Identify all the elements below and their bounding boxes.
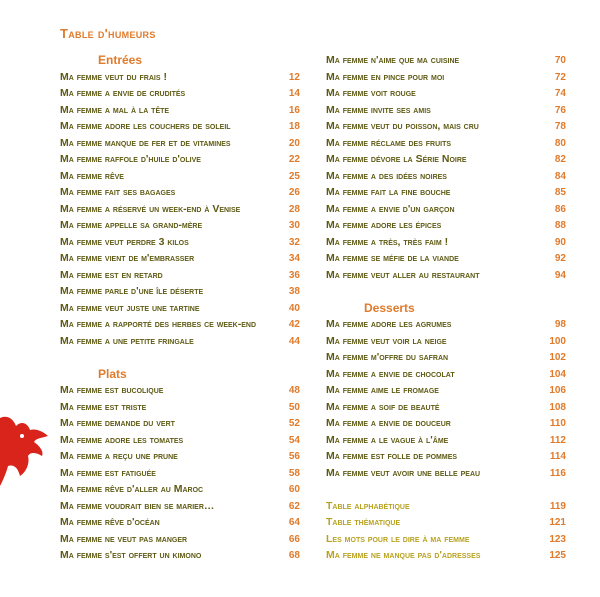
toc-entry-page: 26 [288, 187, 300, 198]
toc-entry-label: Ma femme adore les agrumes [326, 318, 452, 330]
toc-entry-label: Table thématique [326, 516, 401, 528]
toc-entry-page: 58 [288, 467, 300, 479]
toc-entry [60, 201, 300, 218]
toc-entry-label: Ma femme adore les tomates [60, 433, 184, 446]
toc-entry-page: 62 [288, 500, 300, 512]
toc-entry [326, 184, 566, 201]
toc-entry [60, 382, 300, 399]
toc-entry-page: 114 [549, 451, 566, 462]
toc-entry-page: 119 [549, 500, 566, 512]
toc-entry-label: Ma femme manque de fer et de vitamines [60, 136, 231, 149]
toc-entry-label: Ma femme est bucolique [60, 384, 164, 396]
toc-entry [326, 333, 566, 350]
toc-entry [60, 481, 300, 498]
toc-entry [60, 514, 300, 531]
toc-entry [60, 333, 300, 350]
toc-entry-label: Ma femme raffole d'huile d'olive [60, 153, 201, 165]
toc-entry-page: 86 [554, 203, 566, 215]
toc-entry-label: Ma femme veut du poisson, mais cru [326, 120, 479, 132]
toc-entry [326, 399, 566, 416]
toc-entry-label: Ma femme a envie de chocolat [326, 367, 455, 380]
toc-entry-label: Ma femme a envie de crudités [60, 87, 186, 99]
toc-entry-page: 76 [554, 104, 566, 116]
toc-entry-label: Ma femme a envie d'un garçon [326, 202, 455, 215]
toc-entry-label: Ma femme rêve [60, 169, 124, 182]
toc-entry-label: Ma femme parle d'une île déserte [60, 285, 204, 297]
toc-entry-page: 100 [549, 335, 566, 347]
toc-entry-page: 116 [549, 467, 566, 479]
section-heading-entrees: Entrées [98, 53, 143, 67]
toc-entry-label: Ma femme ne veut pas manger [60, 532, 188, 545]
plats-list [60, 382, 300, 564]
toc-entry-label: Ma femme a réservé un week-end à Venise [60, 202, 241, 215]
toc-entry-page: 25 [288, 170, 300, 182]
section-heading-plats: Plats [98, 366, 127, 381]
toc-entry [60, 217, 300, 234]
toc-entry [60, 184, 300, 201]
toc-entry [60, 300, 300, 317]
toc-entry-label: Ma femme fait ses bagages [60, 186, 176, 198]
toc-entry-label: Ma femme vient de m'embrasser [60, 252, 195, 264]
toc-entry-label: Les mots pour le dire à ma femme [326, 532, 470, 545]
toc-entry-label: Ma femme m'offre du safran [326, 351, 449, 363]
toc-entry-label: Ma femme est triste [60, 400, 147, 413]
toc-entry-label: Ma femme a reçu une prune [60, 450, 178, 462]
toc-entry [326, 547, 566, 564]
toc-entry-page: 20 [288, 137, 300, 149]
toc-entry-page: 80 [554, 137, 566, 149]
toc-entry [326, 85, 566, 102]
toc-entry [326, 168, 566, 185]
toc-entry [60, 547, 300, 564]
toc-entry [326, 201, 566, 218]
toc-entry-page: 14 [288, 88, 300, 99]
toc-entry [60, 498, 300, 515]
toc-entry [326, 448, 566, 465]
toc-entry-label: Ma femme veut juste une tartine [60, 301, 200, 314]
toc-entry [326, 498, 566, 515]
toc-entry [326, 514, 566, 531]
toc-entry-page: 102 [549, 352, 566, 363]
toc-entry [60, 432, 300, 449]
toc-entry-label: Ma femme a des idées noires [326, 169, 447, 182]
toc-entry-page: 16 [288, 104, 300, 116]
toc-entry-label: Ma femme veut aller au restaurant [326, 268, 480, 281]
toc-entry-page: 30 [288, 220, 300, 231]
toc-entry-page: 12 [288, 71, 300, 83]
toc-entry-page: 52 [288, 418, 300, 429]
toc-entry-page: 54 [288, 434, 300, 446]
toc-entry [60, 465, 300, 482]
toc-entry-label: Ma femme a le vague à l'âme [326, 433, 449, 446]
toc-entry [326, 465, 566, 482]
toc-entry-page: 110 [549, 418, 566, 429]
toc-entry [60, 69, 300, 86]
toc-entry [326, 366, 566, 383]
toc-entry-page: 78 [554, 121, 566, 132]
toc-entry [60, 283, 300, 300]
toc-entry-page: 121 [549, 517, 566, 528]
desserts-list [326, 316, 566, 481]
toc-entry [326, 382, 566, 399]
toc-entry [60, 415, 300, 432]
toc-entry-label: Ma femme rêve d'aller au Maroc [60, 483, 204, 495]
toc-entry-page: 34 [288, 253, 300, 264]
toc-entry-page: 22 [288, 154, 300, 165]
toc-entry-page: 66 [288, 533, 300, 545]
page-title: Table d'humeurs [60, 26, 156, 41]
toc-entry-label: Ma femme voudrait bien se marier… [60, 499, 215, 512]
toc-entry-label: Ma femme se méfie de la viande [326, 252, 459, 264]
toc-entry-label: Ma femme demande du vert [60, 417, 175, 429]
toc-entry-page: 44 [288, 335, 300, 347]
toc-entry-label: Ma femme voit rouge [326, 87, 416, 99]
toc-entry-page: 36 [288, 269, 300, 281]
red-creature-illustration [0, 406, 52, 488]
toc-entry-label: Ma femme est fatiguée [60, 466, 156, 479]
toc-entry-page: 72 [554, 71, 566, 83]
toc-entry-label: Ma femme a une petite fringale [60, 334, 194, 347]
toc-entry [326, 102, 566, 119]
toc-entry-label: Ma femme a mal à la tête [60, 103, 170, 116]
toc-entry-page: 56 [288, 451, 300, 462]
toc-entry-page: 92 [554, 253, 566, 264]
toc-entry-label: Ma femme adore les épices [326, 219, 442, 231]
toc-entry-page: 42 [288, 319, 300, 330]
toc-entry [60, 250, 300, 267]
toc-entry [326, 135, 566, 152]
appendix-list [326, 498, 566, 564]
toc-entry-page: 60 [288, 484, 300, 495]
toc-entry [60, 399, 300, 416]
toc-entry-label: Ma femme réclame des fruits [326, 136, 452, 149]
toc-entry [326, 52, 566, 69]
toc-entry [60, 135, 300, 152]
toc-entry-label: Ma femme a très, très faim ! [326, 235, 449, 248]
toc-entry-page: 38 [288, 286, 300, 297]
toc-entry-label: Ma femme veut voir la neige [326, 334, 447, 347]
toc-entry-page: 50 [288, 401, 300, 413]
toc-entry-page: 85 [554, 187, 566, 198]
toc-entry [326, 217, 566, 234]
toc-entry-label: Table alphabétique [326, 499, 410, 512]
toc-entry-page: 68 [288, 550, 300, 561]
toc-entry-page: 28 [288, 203, 300, 215]
toc-entry-label: Ma femme fait la fine bouche [326, 186, 451, 198]
toc-entry [60, 267, 300, 284]
toc-entry [326, 432, 566, 449]
toc-entry-label: Ma femme s'est offert un kimono [60, 549, 202, 561]
toc-entry-page: 48 [288, 385, 300, 396]
toc-entry-label: Ma femme veut du frais ! [60, 70, 167, 83]
entrees-list [60, 69, 300, 350]
toc-entry-page: 90 [554, 236, 566, 248]
toc-entry-label: Ma femme a envie de douceur [326, 417, 451, 429]
toc-entry [326, 118, 566, 135]
toc-entry [60, 531, 300, 548]
toc-entry-page: 70 [554, 55, 566, 66]
toc-entry-label: Ma femme rêve d'océan [60, 516, 160, 528]
toc-entry [60, 151, 300, 168]
toc-entry-page: 84 [554, 170, 566, 182]
toc-entry-page: 104 [549, 368, 566, 380]
toc-entry [326, 267, 566, 284]
toc-entry-page: 64 [288, 517, 300, 528]
section-heading-desserts: Desserts [364, 300, 415, 315]
right-column [326, 52, 566, 564]
toc-entry-page: 108 [549, 401, 566, 413]
toc-entry [60, 448, 300, 465]
toc-entry [326, 349, 566, 366]
toc-entry-page: 88 [554, 220, 566, 231]
toc-entry-page: 32 [288, 236, 300, 248]
toc-entry [326, 415, 566, 432]
toc-entry-label: Ma femme invite ses amis [326, 103, 431, 116]
toc-entry-page: 94 [554, 269, 566, 281]
toc-entry-page: 106 [549, 385, 566, 396]
toc-entry [60, 118, 300, 135]
toc-entry-label: Ma femme veut avoir une belle peau [326, 466, 481, 479]
toc-entry-label: Ma femme ne manque pas d'adresses [326, 549, 481, 561]
toc-entry [326, 531, 566, 548]
left-column [60, 52, 300, 564]
toc-entry-label: Ma femme aime le fromage [326, 384, 439, 396]
toc-entry-page: 112 [549, 434, 566, 446]
toc-entry [60, 234, 300, 251]
toc-entry [60, 168, 300, 185]
toc-entry-page: 74 [554, 88, 566, 99]
toc-entry [326, 316, 566, 333]
toc-entry-page: 98 [554, 319, 566, 330]
toc-entry-label: Ma femme en pince pour moi [326, 70, 445, 83]
toc-entry-label: Ma femme dévore la Série Noire [326, 153, 467, 165]
toc-entry [326, 151, 566, 168]
toc-entry [326, 69, 566, 86]
plats-continued-list [326, 52, 566, 283]
toc-entry-label: Ma femme a soif de beauté [326, 400, 440, 413]
toc-entry-label: Ma femme appelle sa grand-mère [60, 219, 203, 231]
toc-entry-label: Ma femme veut perdre 3 kilos [60, 235, 189, 248]
toc-entry-page: 40 [288, 302, 300, 314]
toc-entry [326, 250, 566, 267]
toc-entry-page: 125 [549, 550, 566, 561]
toc-entry [60, 102, 300, 119]
toc-entry-label: Ma femme n'aime que ma cuisine [326, 54, 460, 66]
toc-entry [326, 234, 566, 251]
toc-entry-label: Ma femme a rapporté des herbes ce week-end [60, 318, 257, 330]
toc-entry [60, 316, 300, 333]
toc-entry-label: Ma femme adore les couchers de soleil [60, 120, 231, 132]
toc-entry-page: 123 [549, 533, 566, 545]
toc-entry-label: Ma femme est en retard [60, 268, 163, 281]
toc-entry-page: 18 [288, 121, 300, 132]
toc-entry-label: Ma femme est folle de pommes [326, 450, 458, 462]
toc-entry [60, 85, 300, 102]
toc-entry-page: 82 [554, 154, 566, 165]
